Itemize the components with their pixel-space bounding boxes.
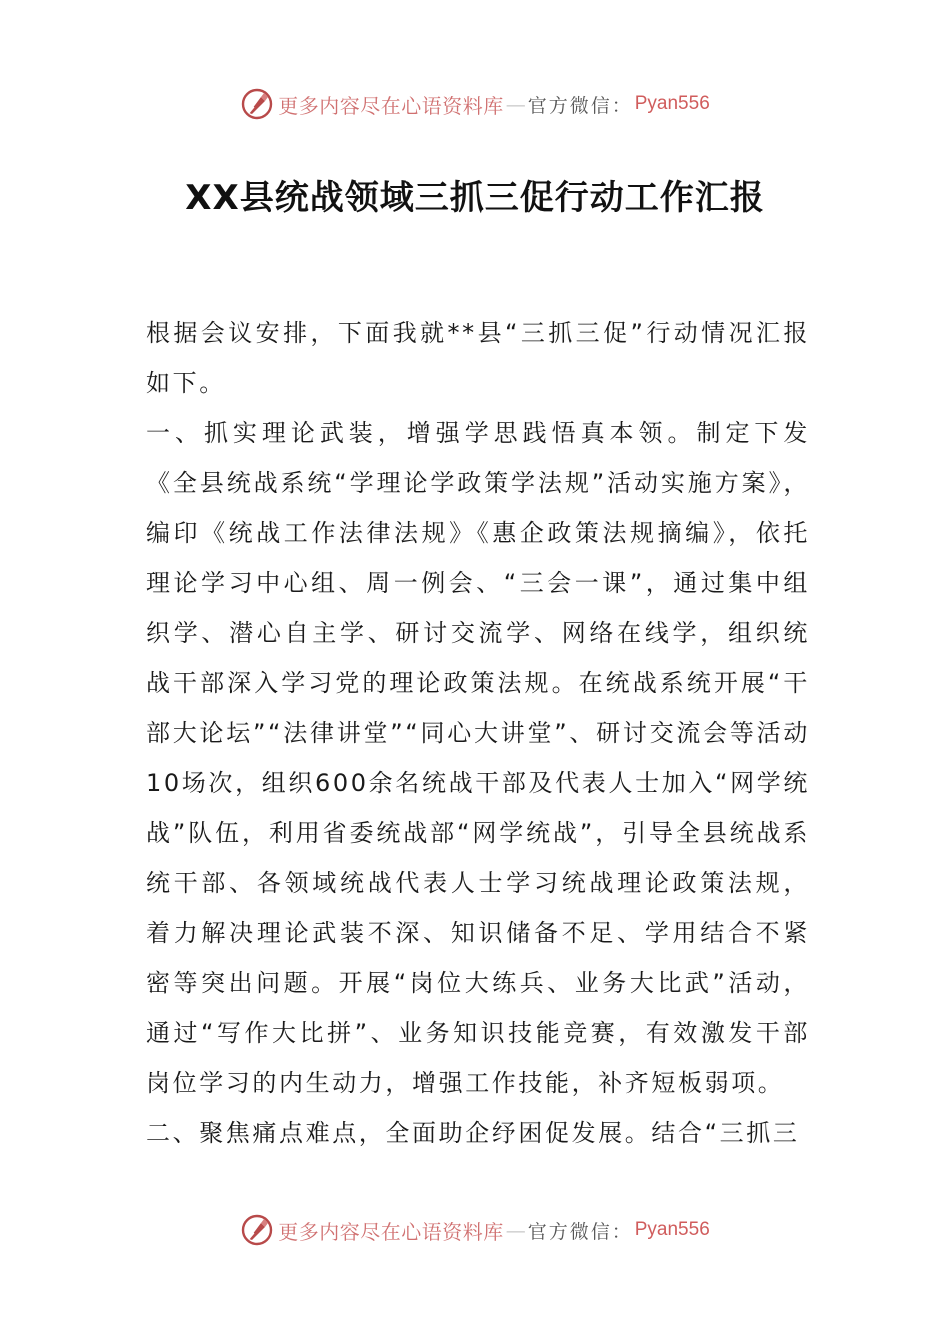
header-banner-dash: — [505,92,526,116]
footer-banner-wechat-label: 官方微信： [527,1220,633,1243]
header-banner-text: 更多内容尽在心语资料库 [278,93,504,118]
footer-banner-text: 更多内容尽在心语资料库 [278,1219,504,1244]
pen-nib-logo-icon [240,1213,274,1247]
footer-watermark-banner [0,1210,950,1250]
header-banner-wechat-label: 官方微信： [527,94,633,117]
footer-banner-wechat-id: Pyan556 [634,1219,710,1240]
paragraph-intro: 根据会议安排，下面我就**县“三抓三促”行动情况汇报如下。 [146,319,810,397]
header-watermark-banner [0,84,950,124]
pen-nib-logo-icon [240,87,274,121]
footer-banner-dash: — [505,1218,526,1242]
paragraph-section-1: 一、抓实理论武装，增强学思践悟真本领。制定下发《全县统战系统“学理论学政策学法规”活动实施方案》，编印《统战工作法律法规》《惠企政策法规摘编》，依托理论学习中心组、周一例会、“三会一课”，通过集中组织学、潜心自主学、研讨交流学、网络在线学，组织统战干部深入学习党的理论政策法规。在统战系统开展“干部大论坛”“法律讲堂”“同心大讲堂”、研讨交流会等活动10场次，组织600余名统战干部及代表人士加入“网学统战”队伍，利用省委统战部“网学统战”，引导全县统战系统干部、各领域统战代表人士学习统战理论政策法规，着力解决理论武装不深、知识储备不足、学用结合不紧密等突出问题。开展“岗位大练兵、业务大比武”活动，通过“写作大比拼”、业务知识技能竞赛，有效激发干部岗位学习的内生动力，增强工作技能，补齐短板弱项。 [146,419,810,1097]
paragraph-section-2: 二、聚焦痛点难点，全面助企纾困促发展。结合“三抓三 [146,1119,800,1147]
document-title: XX县统战领域三抓三促行动工作汇报 [185,178,765,218]
document-body [146,308,810,1158]
header-banner-wechat-id: Pyan556 [634,93,710,114]
